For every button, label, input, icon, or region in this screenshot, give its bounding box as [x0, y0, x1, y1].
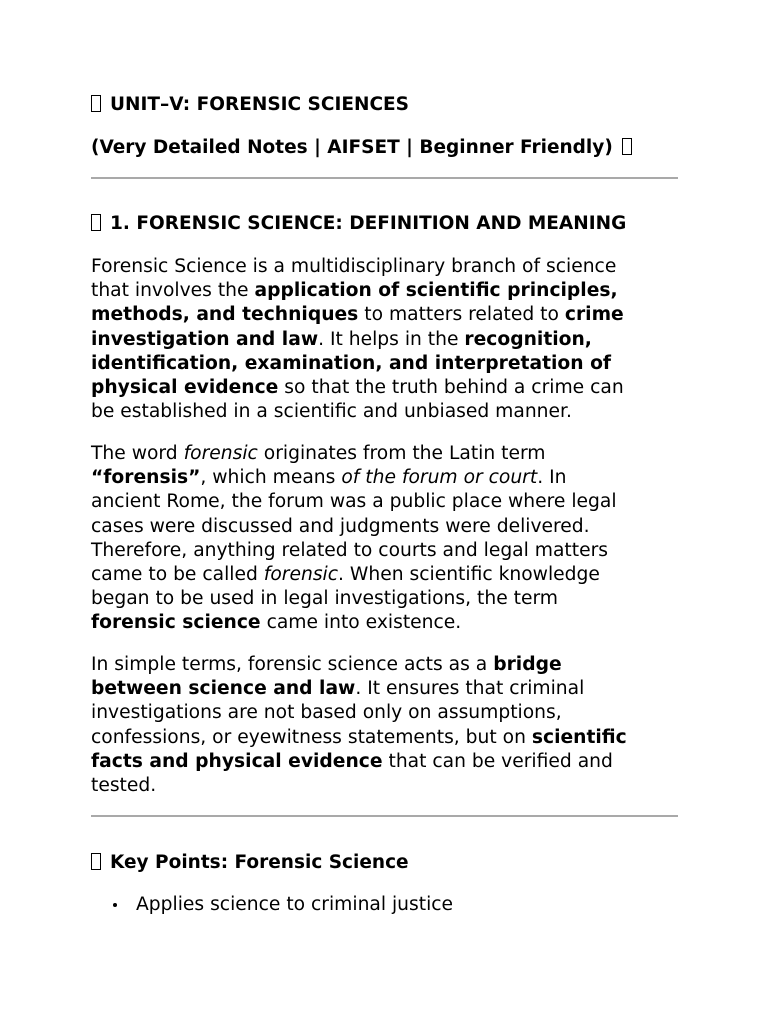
text-line: ancient Rome, the forum was a public place where legal	[91, 491, 617, 513]
section-heading-key-points: Key Points: Forensic Science	[91, 851, 409, 875]
text-line: confessions, or eyewitness statements, but on scientific	[91, 726, 627, 748]
paragraph-definition	[91, 255, 678, 424]
text-line: cases were discussed and judgments were delivered.	[91, 515, 590, 537]
paragraph-etymology	[91, 442, 678, 636]
text-line: investigation and law. It helps in the recognition,	[91, 328, 592, 350]
emoji-placeholder-icon	[91, 95, 101, 112]
text-line: In simple terms, forensic science acts as a bridge	[91, 654, 562, 675]
text-line: be established in a scientific and unbiased manner.	[91, 401, 572, 423]
text-line: “forensis”, which means of the forum or court. In	[91, 467, 567, 489]
text-line: The word forensic originates from the Latin term	[91, 443, 546, 464]
section-heading-definition: 1. FORENSIC SCIENCE: DEFINITION AND MEANING	[91, 212, 626, 236]
emoji-placeholder-icon	[91, 214, 101, 231]
text-line: physical evidence so that the truth behind a crime can	[91, 377, 624, 399]
horizontal-divider	[91, 815, 678, 817]
text-line: methods, and techniques to matters related to crime	[91, 304, 624, 326]
text-line: came to be called forensic. When scientific knowledge	[91, 564, 600, 586]
text-line: that involves the application of scientific principles,	[91, 280, 618, 302]
horizontal-divider	[91, 177, 678, 179]
text-line: identification, examination, and interpretation of	[91, 352, 612, 374]
document-title: UNIT–V: FORENSIC SCIENCES	[91, 93, 409, 117]
text-line: forensic science came into existence.	[91, 612, 462, 634]
text-line: between science and law. It ensures that criminal	[91, 678, 585, 700]
key-points-list	[91, 893, 678, 917]
document-subtitle: (Very Detailed Notes | AIFSET | Beginner Friendly)	[91, 136, 632, 160]
list-item: Applies science to criminal justice	[91, 893, 678, 917]
bullet-icon	[113, 903, 117, 907]
text-line: facts and physical evidence that can be verified and	[91, 750, 613, 772]
paragraph-bridge	[91, 653, 678, 798]
text-line: began to be used in legal investigations, the term	[91, 588, 559, 610]
emoji-placeholder-icon	[622, 138, 632, 155]
text-line: Therefore, anything related to courts and legal matters	[91, 539, 608, 561]
text-line: Forensic Science is a multidisciplinary branch of science	[91, 256, 617, 277]
emoji-placeholder-icon	[91, 853, 101, 870]
text-line: tested.	[91, 775, 157, 797]
text-line: investigations are not based only on assumptions,	[91, 702, 562, 724]
